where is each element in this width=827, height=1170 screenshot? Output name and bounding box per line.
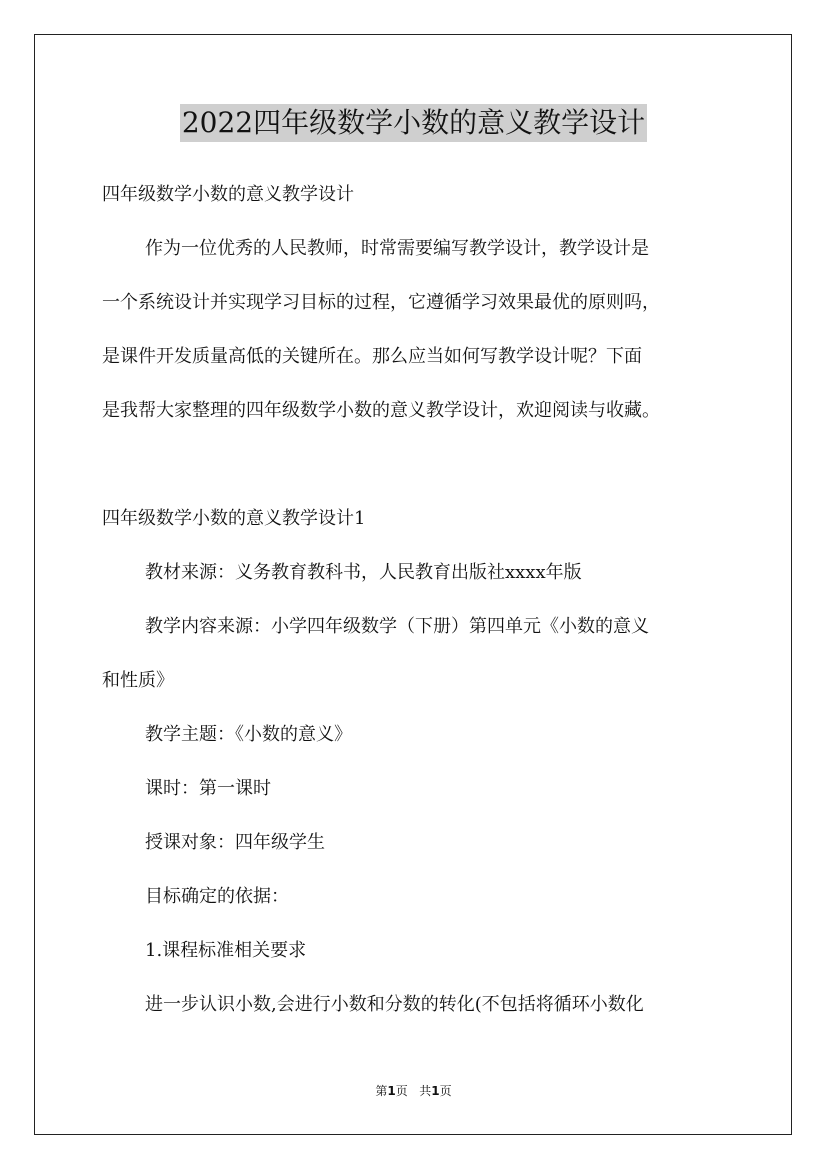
page-footer	[0, 1083, 827, 1099]
paragraph-line: 是课件开发质量高低的关键所在。那么应当如何写教学设计呢？下面	[102, 346, 642, 367]
footer-page-prefix: 第	[375, 1084, 388, 1098]
paragraph-line: 目标确定的依据：	[145, 886, 289, 907]
section-heading: 四年级数学小数的意义教学设计	[102, 184, 354, 205]
paragraph-line: 一个系统设计并实现学习目标的过程，它遵循学习效果最优的原则吗，	[102, 292, 660, 313]
title-container	[0, 104, 827, 142]
paragraph-line: 教学主题：《小数的意义》	[145, 724, 352, 745]
footer-total-prefix: 共	[419, 1084, 432, 1098]
footer-page-number: 1	[387, 1084, 396, 1098]
footer-total-number: 1	[431, 1084, 440, 1098]
paragraph-line: 是我帮大家整理的四年级数学小数的意义教学设计，欢迎阅读与收藏。	[102, 400, 660, 421]
paragraph-line: 和性质》	[102, 670, 174, 691]
section-heading: 四年级数学小数的意义教学设计1	[102, 508, 366, 529]
paragraph-line: 教学内容来源：小学四年级数学（下册）第四单元《小数的意义	[145, 616, 649, 637]
paragraph-line: 进一步认识小数,会进行小数和分数的转化(不包括将循环小数化	[145, 994, 644, 1015]
paragraph-line: 课时：第一课时	[145, 778, 271, 799]
paragraph-line: 教材来源：义务教育教科书，人民教育出版社xxxx年版	[145, 562, 582, 583]
paragraph-line: 授课对象：四年级学生	[145, 832, 325, 853]
paragraph-line: 1.课程标准相关要求	[145, 940, 307, 961]
paragraph-line: 作为一位优秀的人民教师，时常需要编写教学设计，教学设计是	[145, 238, 649, 259]
footer-page-suffix: 页	[395, 1084, 408, 1098]
footer-total-suffix: 页	[439, 1084, 452, 1098]
document-title: 2022四年级数学小数的意义教学设计	[180, 104, 647, 142]
